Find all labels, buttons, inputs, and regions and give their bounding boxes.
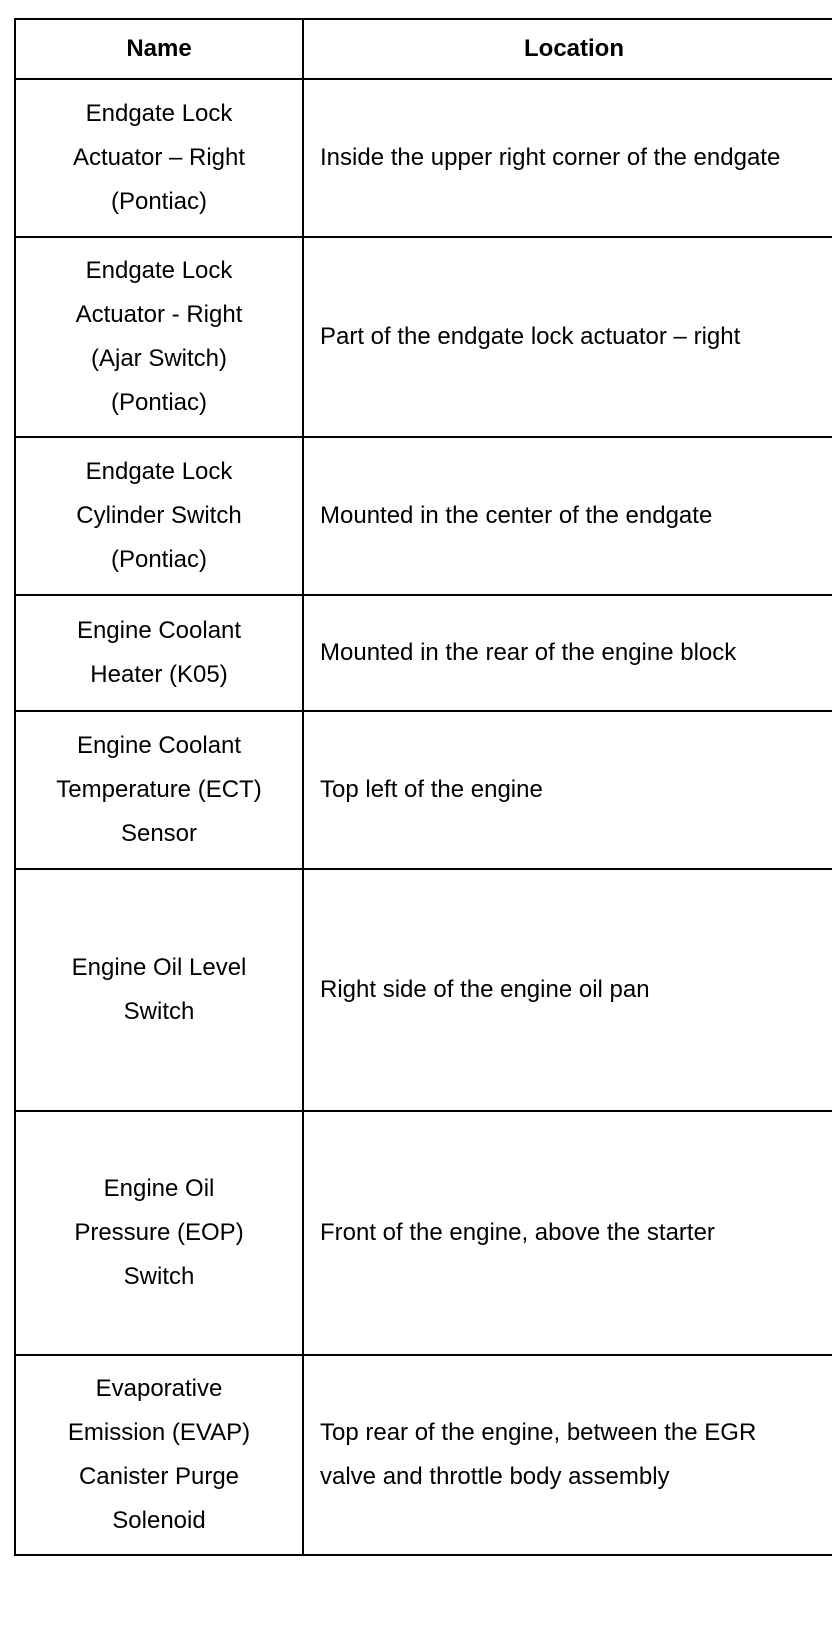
component-location: Inside the upper right corner of the endgate	[303, 79, 832, 237]
header-row	[15, 19, 832, 79]
table-row	[15, 711, 832, 869]
component-location: Mounted in the center of the endgate	[303, 437, 832, 595]
component-location-table	[14, 18, 832, 1556]
component-name: Engine Coolant Temperature (ECT) Sensor	[56, 732, 262, 847]
component-location: Top rear of the engine, between the EGR valve and throttle body assembly	[303, 1355, 832, 1555]
component-name: Endgate Lock Actuator - Right (Ajar Switch) (Pontiac)	[75, 257, 243, 416]
table-row	[15, 1355, 832, 1555]
component-name: Endgate Lock Cylinder Switch (Pontiac)	[76, 458, 242, 573]
table-row	[15, 595, 832, 711]
component-location: Top left of the engine	[303, 711, 832, 869]
component-name: Engine Coolant Heater (K05)	[76, 617, 242, 688]
table-row	[15, 437, 832, 595]
component-location: Part of the endgate lock actuator – right	[303, 237, 832, 437]
component-name: Evaporative Emission (EVAP) Canister Purge Solenoid	[67, 1375, 251, 1534]
component-location: Right side of the engine oil pan	[303, 869, 832, 1111]
table-row	[15, 869, 832, 1111]
location-column-header: Location	[303, 19, 832, 79]
table-row	[15, 1111, 832, 1355]
table-row	[15, 237, 832, 437]
component-location: Front of the engine, above the starter	[303, 1111, 832, 1355]
name-column-header: Name	[15, 19, 303, 79]
component-name: Engine Oil Level Switch	[71, 954, 247, 1025]
component-name: Engine Oil Pressure (EOP) Switch	[74, 1175, 244, 1290]
component-location: Mounted in the rear of the engine block	[303, 595, 832, 711]
component-name: Endgate Lock Actuator – Right (Pontiac)	[72, 100, 246, 215]
table-row	[15, 79, 832, 237]
